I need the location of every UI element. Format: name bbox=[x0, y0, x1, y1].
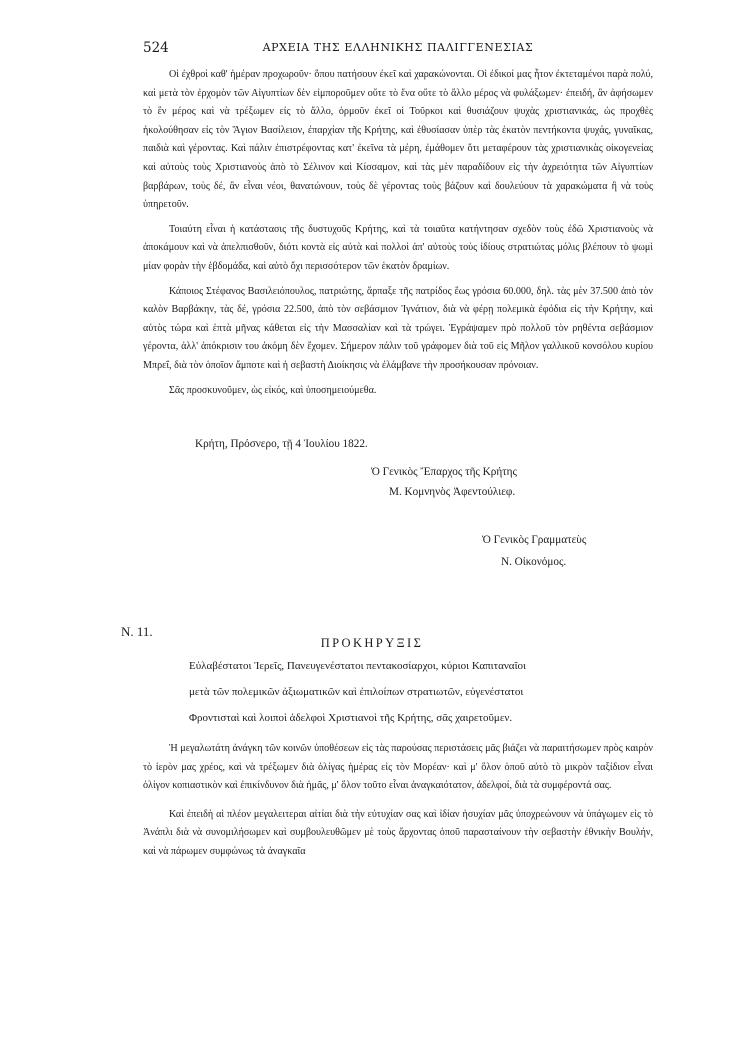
letter-closing: Σᾶς προσκυνοῦμεν, ὡς εἰκός, καὶ ὑποσημειούμεθα. bbox=[169, 384, 377, 396]
letter-paragraph: Τοιαύτη εἶναι ἡ κατάστασις τῆς δυστυχοῦς Κρήτης, καὶ τὰ τοιαῦτα κατήντησαν σχεδὸν τοὺς ἐδῶ Χριστιανοὺς νὰ ἀποκάμουν καὶ νὰ ἀπελπισθοῦν, διότι κοντὰ εἰς αὐτὰ καὶ πολλοὶ ἀπ' αὐτοὺς τοὺς ἰδίους στρατιώτας μόλις βλέπουν τὸ ψωμὶ μίαν φορὰν τὴν ἑβδομάδα, καὶ αὐτὸ ὄχι περισσότερον τῶν ἑκατὸν δραμίων. bbox=[143, 223, 653, 272]
page-header bbox=[143, 40, 653, 60]
signature-name-eparch: Μ. Κομνηνὸς Ἀφεντούλιεφ. bbox=[389, 486, 516, 498]
proclamation-title: ΠΡΟΚΗΡΥΞΙΣ bbox=[320, 636, 424, 650]
address-line: Φροντισταὶ καὶ λοιποὶ ἀδελφοὶ Χριστιανοὶ τῆς Κρήτης, σᾶς χαιρετοῦμεν. bbox=[189, 712, 513, 724]
signature-title-eparch: Ὁ Γενικὸς Ἔπαρχος τῆς Κρήτης bbox=[371, 466, 517, 478]
address-line: μετὰ τῶν πολεμικῶν ἀξιωματικῶν καὶ ἐπιλοίπων στρατιωτῶν, εὐγενέστατοι bbox=[189, 686, 524, 698]
address-line: Εὐλαβέστατοι Ἱερεῖς, Πανευγενέστατοι πεντακοσίαρχοι, κύριοι Καπιταναῖοι bbox=[189, 660, 526, 672]
running-title: ΑΡΧΕΙΑ ΤΗΣ ΕΛΛΗΝΙΚΗΣ ΠΑΛΙΓΓΕΝΕΣΙΑΣ bbox=[262, 41, 534, 54]
signature-title-secretary: Ὁ Γενικὸς Γραμματεὺς bbox=[482, 534, 587, 546]
proclamation-body bbox=[143, 740, 653, 872]
place-date: Κρήτη, Πρόσνερο, τῇ 4 Ἰουλίου 1822. bbox=[195, 438, 368, 450]
letter-body bbox=[143, 66, 653, 406]
document-number: N. 11. bbox=[121, 624, 153, 639]
letter-paragraph: Κάποιος Στέφανος Βασιλειόπουλος, πατριώτης, ἅρπαξε τῆς πατρίδος ἕως γρόσια 60.000, δηλ. τὰς μὲν 37.500 ἀπὸ τὸν καλὸν Βαρβάκην, τὰς δέ, γρόσια 22.500, ἀπὸ τὸν σεβάσμιον Ἰγνάτιον, διὰ νὰ φέρῃ πολεμικὰ ἐφόδια εἰς τὴν Κρήτην, καὶ αὐτὸς τώρα καὶ ἑπτὰ μῆνας κάθεται εἰς τὴν Μασσαλίαν καὶ τὰ τρώγει. Ἐγράψαμεν πρὸ πολλοῦ τὸν ρηθέντα σεβάσμιον γέροντα, ἀλλ' ἀπόκρισιν του ἀκόμη δὲν ἔχομεν. Σήμερον πάλιν τοῦ γράφομεν διὰ τοῦ εἰς Μῆλον γαλλικοῦ κονσόλου κυρίου Μπρεΐ, διὰ τὸν ὁποῖον ἄμποτε καὶ ἡ σεβαστὴ Διοίκησις νὰ ἐλάμβανε τὴν προσήκουσαν πρόνοιαν. bbox=[143, 285, 653, 371]
signature-name-secretary: Ν. Οἰκονόμος. bbox=[501, 556, 567, 568]
page-number: 524 bbox=[143, 40, 169, 56]
proclamation-paragraph: Καὶ ἐπειδὴ αἱ πλέον μεγαλειτεραι αἰτίαι διὰ τὴν εὐτυχίαν σας καὶ ἰδίαν ἡσυχίαν μᾶς ὑποχρεώνουν νὰ ὑπάγωμεν εἰς τὸ Ἀνάπλι διὰ νὰ συνομιλήσωμεν καὶ συμβουλευθῶμεν μὲ τοὺς ἄρχοντας ὁποῦ παρασταίνουν τὴν σεβαστὴν ἐθνικὴν Βουλήν, καὶ νὰ πάρωμεν συμφώνως τὰ ἀναγκαῖα bbox=[143, 808, 653, 857]
letter-paragraph: Οἱ ἐχθροὶ καθ' ἡμέραν προχωροῦν· ὅπου πατήσουν ἐκεῖ καὶ χαρακώνονται. Οἱ ἐδικοί μας ἦτον ἐκτεταμένοι παρὰ πολύ, καὶ μετὰ τὸν ἐρχομὸν τῶν Αἰγυπτίων δὲν εἰμποροῦμεν οὔτε τὸ ἕνα οὔτε τὸ ἄλλο μέρος νὰ φυλάξωμεν· ἐπειδή, ἂν ἀφήσωμεν τὸ ἓν μέρος καὶ νὰ τρέξωμεν εἰς τὸ ἄλλο, ὁρμοῦν ἐκεῖ οἱ Τοῦρκοι καὶ θυσιάζουν ψυχὰς χριστιανικάς, ὡς προχθὲς ἠκολούθησαν εἰς τὸν Ἅγιον Βασίλειον, ἐπαρχίαν τῆς Κρήτης, καὶ ἐθυσίασαν ὑπὲρ τὰς ἑκατὸν πεντήκοντα ψυχάς, γυναῖκας, παιδιὰ καὶ γέροντας. Καὶ πάλιν ἐπιστρέφοντας κατ' ἐκεῖνα τὰ μέρη, ἐμάθομεν ὅτι μεταφέρουν τὰς χριστιανικὰς οἰκογενείας καὶ αὐτοὺς τοὺς Χριστιανοὺς ἀπὸ τὸ Σέλινον καὶ Κίσσαμον, καὶ τὰς μὲν παραδίδουν εἰς τὴν ἀχρειότητα τῶν Αἰγυπτίων βαρβάρων, τοὺς δέ, ἂν εἶναι νέοι, θανατώνουν, τοὺς δὲ γέροντας τοὺς βάζουν καὶ δουλεύουν τὰ χαρακώματα ἢ νὰ τοὺς ὑπηρετοῦν. bbox=[143, 69, 653, 211]
proclamation-paragraph: Ἡ μεγαλωτάτη ἀνάγκη τῶν κοινῶν ὑποθέσεων εἰς τὰς παρούσας περιστάσεις μᾶς βιάζει νὰ παραιτήσωμεν πρὸς καιρὸν τὸ ἱερὸν μας χρέος, καὶ νὰ τρέξωμεν διὰ ὀλίγας ἡμέρας εἰς τὸν Μορέαν· καὶ μ' ὅλον ὁποῦ αὐτὸ τὸ μικρὸν ταξίδιον εἶναι ὀλίγον κοπιαστικὸν καὶ ἐπικίνδυνον διὰ ἡμᾶς, μ' ὅλον τοῦτο εἶναι ἀναγκαιότατον, ἀδελφοί, διὰ τὰ συμφέροντά σας. bbox=[143, 743, 653, 792]
